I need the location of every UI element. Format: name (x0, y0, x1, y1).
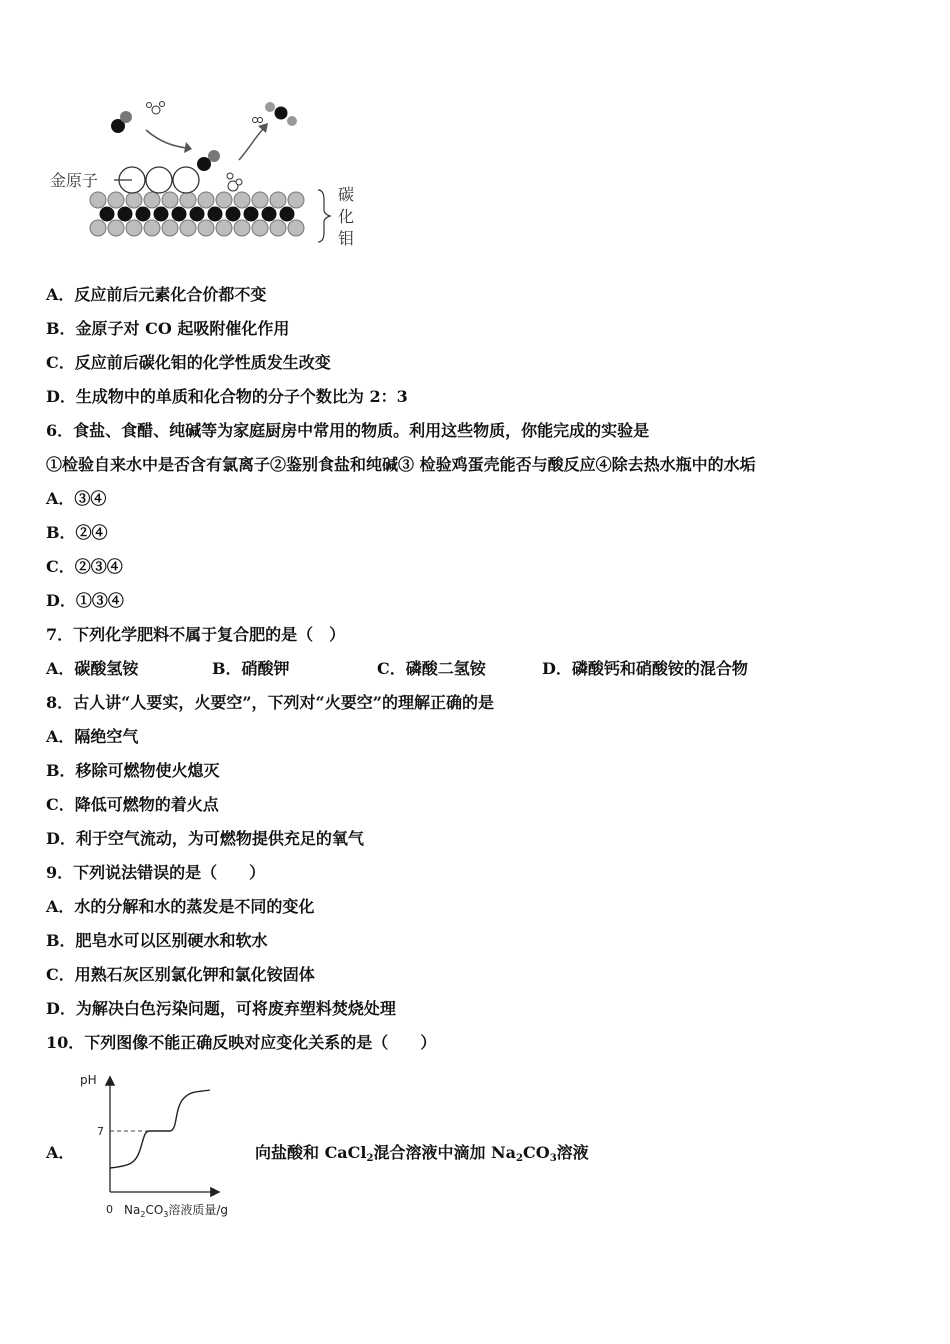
q7-stem: 7．下列化学肥料不属于复合肥的是（ ） (46, 625, 346, 644)
q8-option-b: B．移除可燃物使火熄灭 (46, 761, 220, 780)
q7-option-b: B．硝酸钾 (212, 659, 290, 678)
catalysis-figure (46, 98, 366, 258)
x-axis-label: $Na_2CO_3$溶液质量/g (124, 1203, 229, 1219)
q6-option-b: B．②④ (46, 523, 108, 542)
q6-option-c: C．②③④ (46, 557, 123, 576)
q9-option-c: C．用熟石灰区别氯化钾和氯化铵固体 (46, 965, 315, 984)
q8-stem: 8．古人讲“人要实，火要空”，下列对“火要空”的理解正确的是 (46, 693, 494, 712)
q10-option-a-description: 向盐酸和 CaCl$_2$混合溶液中滴加 $Na_2CO_3$溶液 (255, 1143, 589, 1164)
q6-stem: 6．食盐、食醋、纯碱等为家庭厨房中常用的物质。利用这些物质，你能完成的实验是 (46, 421, 650, 440)
q8-option-d: D．利于空气流动，为可燃物提供充足的氧气 (46, 829, 364, 848)
ph7-tick-label: 7 (97, 1125, 104, 1138)
q5-option-a: A．反应前后元素化合价都不变 (46, 285, 267, 304)
q8-option-a: A．隔绝空气 (46, 727, 139, 746)
substrate-label-char-1: 碳 (338, 185, 355, 204)
q6-items: ①检验自来水中是否含有氯离子②鉴别食盐和纯碱③ 检验鸡蛋壳能否与酸反应④除去热水瓶中的水垢 (46, 455, 756, 474)
carbon-atoms (100, 207, 295, 222)
substrate-label-char-2: 化 (338, 207, 355, 226)
q6-option-d: D．①③④ (46, 591, 124, 610)
ph-curve (110, 1090, 210, 1168)
q8-option-c: C．降低可燃物的着火点 (46, 795, 219, 814)
q6-option-a: A．③④ (46, 489, 107, 508)
q10-option-a-label: A． (46, 1143, 75, 1162)
gold-atom-label: 金原子 (50, 171, 99, 190)
q9-option-b: B．肥皂水可以区别硬水和软水 (46, 931, 268, 950)
q9-option-a: A．水的分解和水的蒸发是不同的变化 (46, 897, 315, 916)
q7-option-d: D．磷酸钙和硝酸铵的混合物 (542, 659, 748, 678)
substrate-label-char-3: 钼 (338, 229, 355, 248)
q5-option-d: D．生成物中的单质和化合物的分子个数比为 2：3 (46, 387, 408, 406)
q5-option-b: B．金原子对 CO 起吸附催化作用 (46, 319, 290, 338)
q5-option-c: C．反应前后碳化钼的化学性质发生改变 (46, 353, 331, 372)
q7-option-c: C．磷酸二氢铵 (377, 659, 486, 678)
q10-stem: 10．下列图像不能正确反映对应变化关系的是（ ） (46, 1033, 437, 1052)
q7-option-a: A．碳酸氢铵 (46, 659, 139, 678)
q9-stem: 9．下列说法错误的是（ ） (46, 863, 266, 882)
q9-option-d: D．为解决白色污染问题，可将废弃塑料焚烧处理 (46, 999, 396, 1018)
origin-label: 0 (106, 1203, 113, 1216)
ph-curve-figure (78, 1068, 268, 1220)
y-axis-label: pH (80, 1073, 97, 1087)
